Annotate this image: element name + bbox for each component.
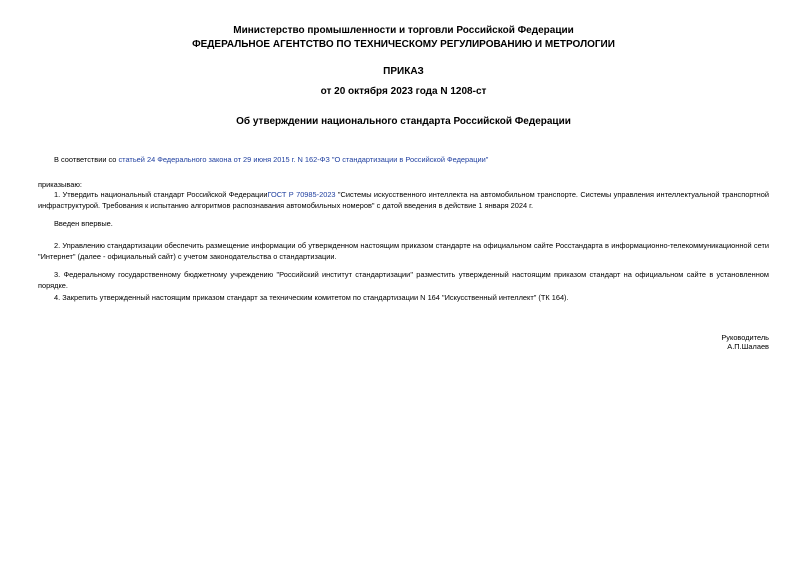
doc-type-heading: ПРИКАЗ (383, 66, 424, 77)
item-1-paragraph (38, 189, 769, 211)
item-2-paragraph: 2. Управлению стандартизации обеспечить размещение информации об утвержденном настоящим приказом стандарте на официальном сайте Росстандарта в информационно-телекоммуникационной сети "Интернет" (далее - официальный сайт) с учетом законодательства о стандартизации. (38, 241, 769, 261)
gost-link[interactable]: ГОСТ Р 70985-2023 (267, 190, 336, 199)
order-word: приказываю: (38, 180, 82, 189)
introduced-note: Введен впервые. (54, 219, 113, 228)
date-number: от 20 октября 2023 года N 1208-ст (320, 86, 487, 97)
item-4-paragraph: 4. Закрепить утвержденный настоящим приказом стандарт за техническим комитетом по стандартизации N 164 "Искусственный интеллект" (ТК 164). (54, 293, 569, 302)
signature-role: Руководитель (721, 333, 769, 342)
ministry-heading: Министерство промышленности и торговли Российской Федерации (233, 25, 574, 36)
agency-heading: ФЕДЕРАЛЬНОЕ АГЕНТСТВО ПО ТЕХНИЧЕСКОМУ РЕГУЛИРОВАНИЮ И МЕТРОЛОГИИ (192, 39, 615, 50)
intro-paragraph (38, 154, 769, 165)
law-link[interactable]: статьей 24 Федерального закона от 29 июня 2015 г. N 162-ФЗ "О стандартизации в Российской Федерации" (118, 155, 489, 164)
item-1-prefix: 1. Утвердить национальный стандарт Российской Федерации (54, 190, 268, 199)
item-1-suffix: "Системы искусственного интеллекта на автомобильном транспорте. Системы управления интеллектуальной транспортной инфраструктурой. Требования к испытанию алгоритмов распознавания автомобильных номеров" с датой введения в действие 1 января 2024 г. (38, 190, 769, 210)
intro-prefix: В соответствии со (54, 155, 119, 164)
signature-name: А.П.Шалаев (727, 342, 769, 351)
item-3-paragraph: 3. Федеральному государственному бюджетному учреждению "Российский институт стандартизации" разместить утвержденный настоящим приказом стандарт на официальном сайте в установленном порядке. (38, 270, 769, 290)
doc-title: Об утверждении национального стандарта Российской Федерации (236, 116, 571, 127)
